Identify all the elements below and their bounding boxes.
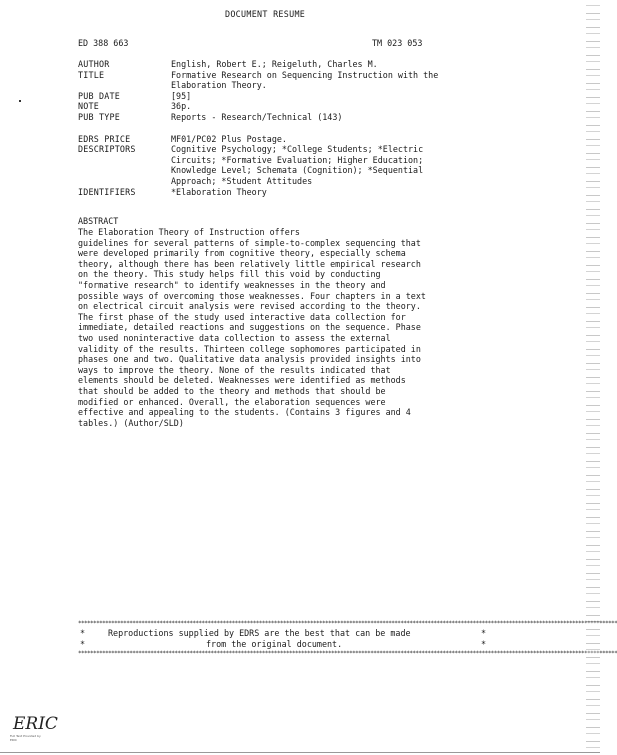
document-resume-title: DOCUMENT RESUME [225, 9, 306, 19]
field-value: English, Robert E.; Reigeluth, Charles M. [171, 59, 378, 69]
tm-number: TM 023 053 [372, 38, 423, 48]
ed-number: ED 388 663 [78, 38, 129, 48]
notice-line-2: from the original document. [206, 639, 343, 649]
field-value: 36p. [171, 101, 192, 112]
field-label: DESCRIPTORS [78, 144, 136, 155]
field-identifiers [78, 187, 478, 198]
bibliographic-fields [78, 59, 478, 197]
field-descriptors [78, 144, 478, 186]
star-left: * [80, 639, 86, 649]
field-pub-date [78, 91, 478, 102]
field-spacer [78, 123, 478, 134]
field-author [78, 59, 478, 70]
field-value: Cognitive Psychology; *College Students; *Electric Circuits; *Formative Evaluation; Higher Education; Knowledge Level; Schemata (Cognition); *Sequential Approach; *Student Attitudes [171, 144, 424, 186]
field-label: IDENTIFIERS [78, 186, 136, 197]
scan-speck [19, 100, 21, 102]
field-label: NOTE [78, 101, 99, 112]
abstract-label: ABSTRACT [78, 216, 119, 226]
field-edrs-price [78, 134, 478, 145]
field-label: EDRS PRICE [78, 133, 131, 144]
notice-row-1 [78, 628, 490, 639]
field-note [78, 101, 478, 112]
scan-edge-artifact [586, 0, 600, 755]
field-label: PUB DATE [78, 90, 120, 101]
field-value: MF01/PC02 Plus Postage. [171, 133, 287, 144]
field-label: AUTHOR [78, 59, 110, 69]
star-left: * [80, 628, 86, 638]
eric-logo [10, 714, 58, 750]
eric-logo-text: ERIC [13, 714, 58, 734]
field-title [78, 70, 478, 91]
field-label: PUB TYPE [78, 111, 120, 122]
field-value: *Elaboration Theory [171, 186, 267, 197]
notice-line-1: Reproductions supplied by EDRS are the best that can be made [108, 628, 411, 638]
field-value: [95] [171, 90, 192, 101]
field-value: Reports - Research/Technical (143) [171, 111, 343, 122]
field-pub-type [78, 112, 478, 123]
reproduction-notice [78, 620, 617, 658]
eric-logo-subtext: Full Text Provided by ERIC [10, 734, 41, 742]
notice-row-2 [78, 639, 490, 650]
scan-bottom-line [0, 752, 600, 753]
stars-border-bottom: *********************************************************************************************************************************************************************************** [78, 650, 617, 657]
field-label: TITLE [78, 69, 105, 80]
stars-border-top: *********************************************************************************************************************************************************************************** [78, 620, 617, 627]
field-value: Formative Research on Sequencing Instruction with the Elaboration Theory. [171, 69, 439, 91]
star-right: * [480, 639, 486, 649]
abstract-text: The Elaboration Theory of Instruction offers guidelines for several patterns of simple-to-complex sequencing that were developed primarily from cognitive theory, especially schema theory, although there has been relatively little empirical research on the theory. This study helps fill this void by conducting "formative research" to identify weaknesses in the theory and possible ways of overcoming those weaknesses. Four chapters in a text on electrical circuit analysis were revised according to the theory. The first phase of the study used interactive data collection for immediate, detailed reactions and suggestions on the sequence. Phase two used noninteractive data collection to assess the external validity of the results. Thirteen college sophomores participated in phases one and two. Qualitative data analysis provided insights into ways to improve the theory. None of the results indicated that elements should be deleted. Weaknesses were identified as methods that should be added to the theory and methods that should be modified or enhanced. Overall, the elaboration sequences were effective and appealing to the students. (Contains 3 figures and 4 tables.) (Author/SLD) [78, 227, 426, 428]
star-right: * [480, 628, 486, 638]
